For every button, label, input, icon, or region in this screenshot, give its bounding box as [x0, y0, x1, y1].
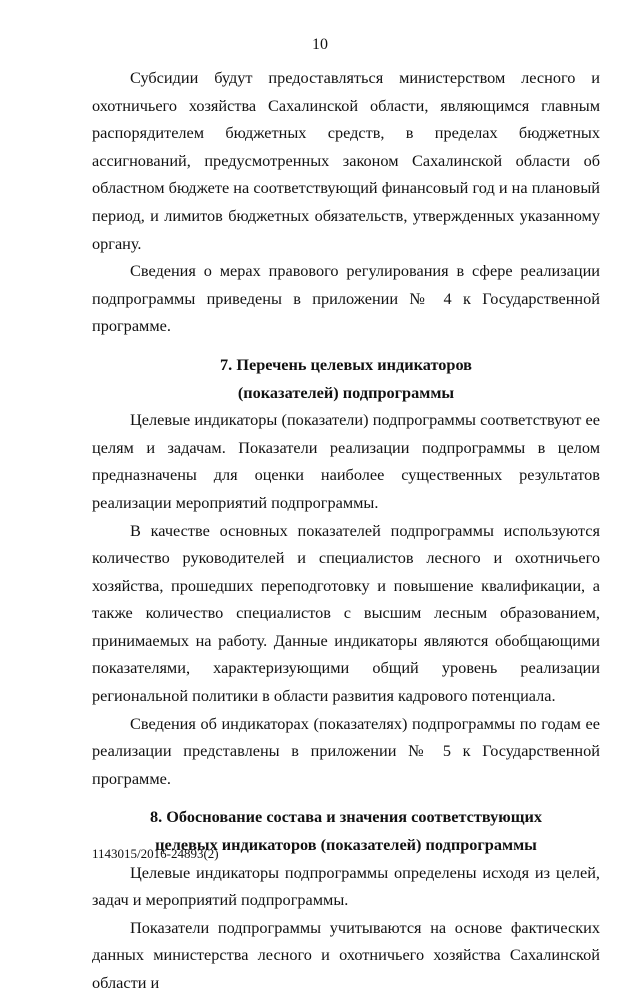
section-7-heading-line2: (показателей) подпрограммы — [237, 382, 455, 402]
section-7-paragraph-1: Целевые индикаторы (показатели) подпрограммы соответствуют ее целям и задачам. Показатели реализации подпрограммы в целом предназначены для оценки наиболее существенных результатов реализации мероприятий подпрограммы. — [92, 410, 600, 512]
section-7-heading-line1: 7. Перечень целевых индикаторов — [220, 354, 472, 374]
page-number: 10 — [312, 36, 328, 53]
section-8-heading-line1: 8. Обоснование состава и значения соответствующих — [149, 807, 542, 827]
section-7-paragraph-3: Сведения об индикаторах (показателях) подпрограммы по годам ее реализации представлены в приложении № 5 к Государственной программе. — [92, 713, 600, 788]
section-7-paragraph-2: В качестве основных показателей подпрограммы используются количество руководителей и специалистов лесного и охотничьего хозяйства, прошедших переподготовку и повышение квалификации, а также количество специалистов с высшим лесным образованием, принимаемых на работу. Данные индикаторы являются обобщающими показателями, характеризующими общий уровень реализации региональной политики в области развития кадрового потенциала. — [92, 520, 600, 706]
section-8-paragraph-2: Показатели подпрограммы учитываются на основе фактических данных министерства лесного и охотничьего хозяйства Сахалинской области и — [92, 917, 600, 992]
paragraph-legal-regulation: Сведения о мерах правового регулирования в сфере реализации подпрограммы приведены в приложении № 4 к Государственной программе. — [92, 261, 600, 336]
section-8-paragraph-1: Целевые индикаторы подпрограммы определены исходя из целей, задач и мероприятий подпрограммы. — [92, 862, 600, 910]
section-8-heading-line2: целевых индикаторов (показателей) подпрограммы — [155, 835, 537, 855]
document-id: 1143015/2016-24893(2) — [92, 846, 219, 861]
section-7-heading — [92, 351, 600, 406]
paragraph-subsidies: Субсидии будут предоставляться министерством лесного и охотничьего хозяйства Сахалинской области, являющимся главным распорядителем бюджетных средств, в пределах бюджетных ассигнований, предусмотренных законом Сахалинской области об областном бюджете на соответствующий финансовый год и на плановый период, и лимитов бюджетных обязательств, утвержденных указанному органу. — [92, 68, 600, 253]
